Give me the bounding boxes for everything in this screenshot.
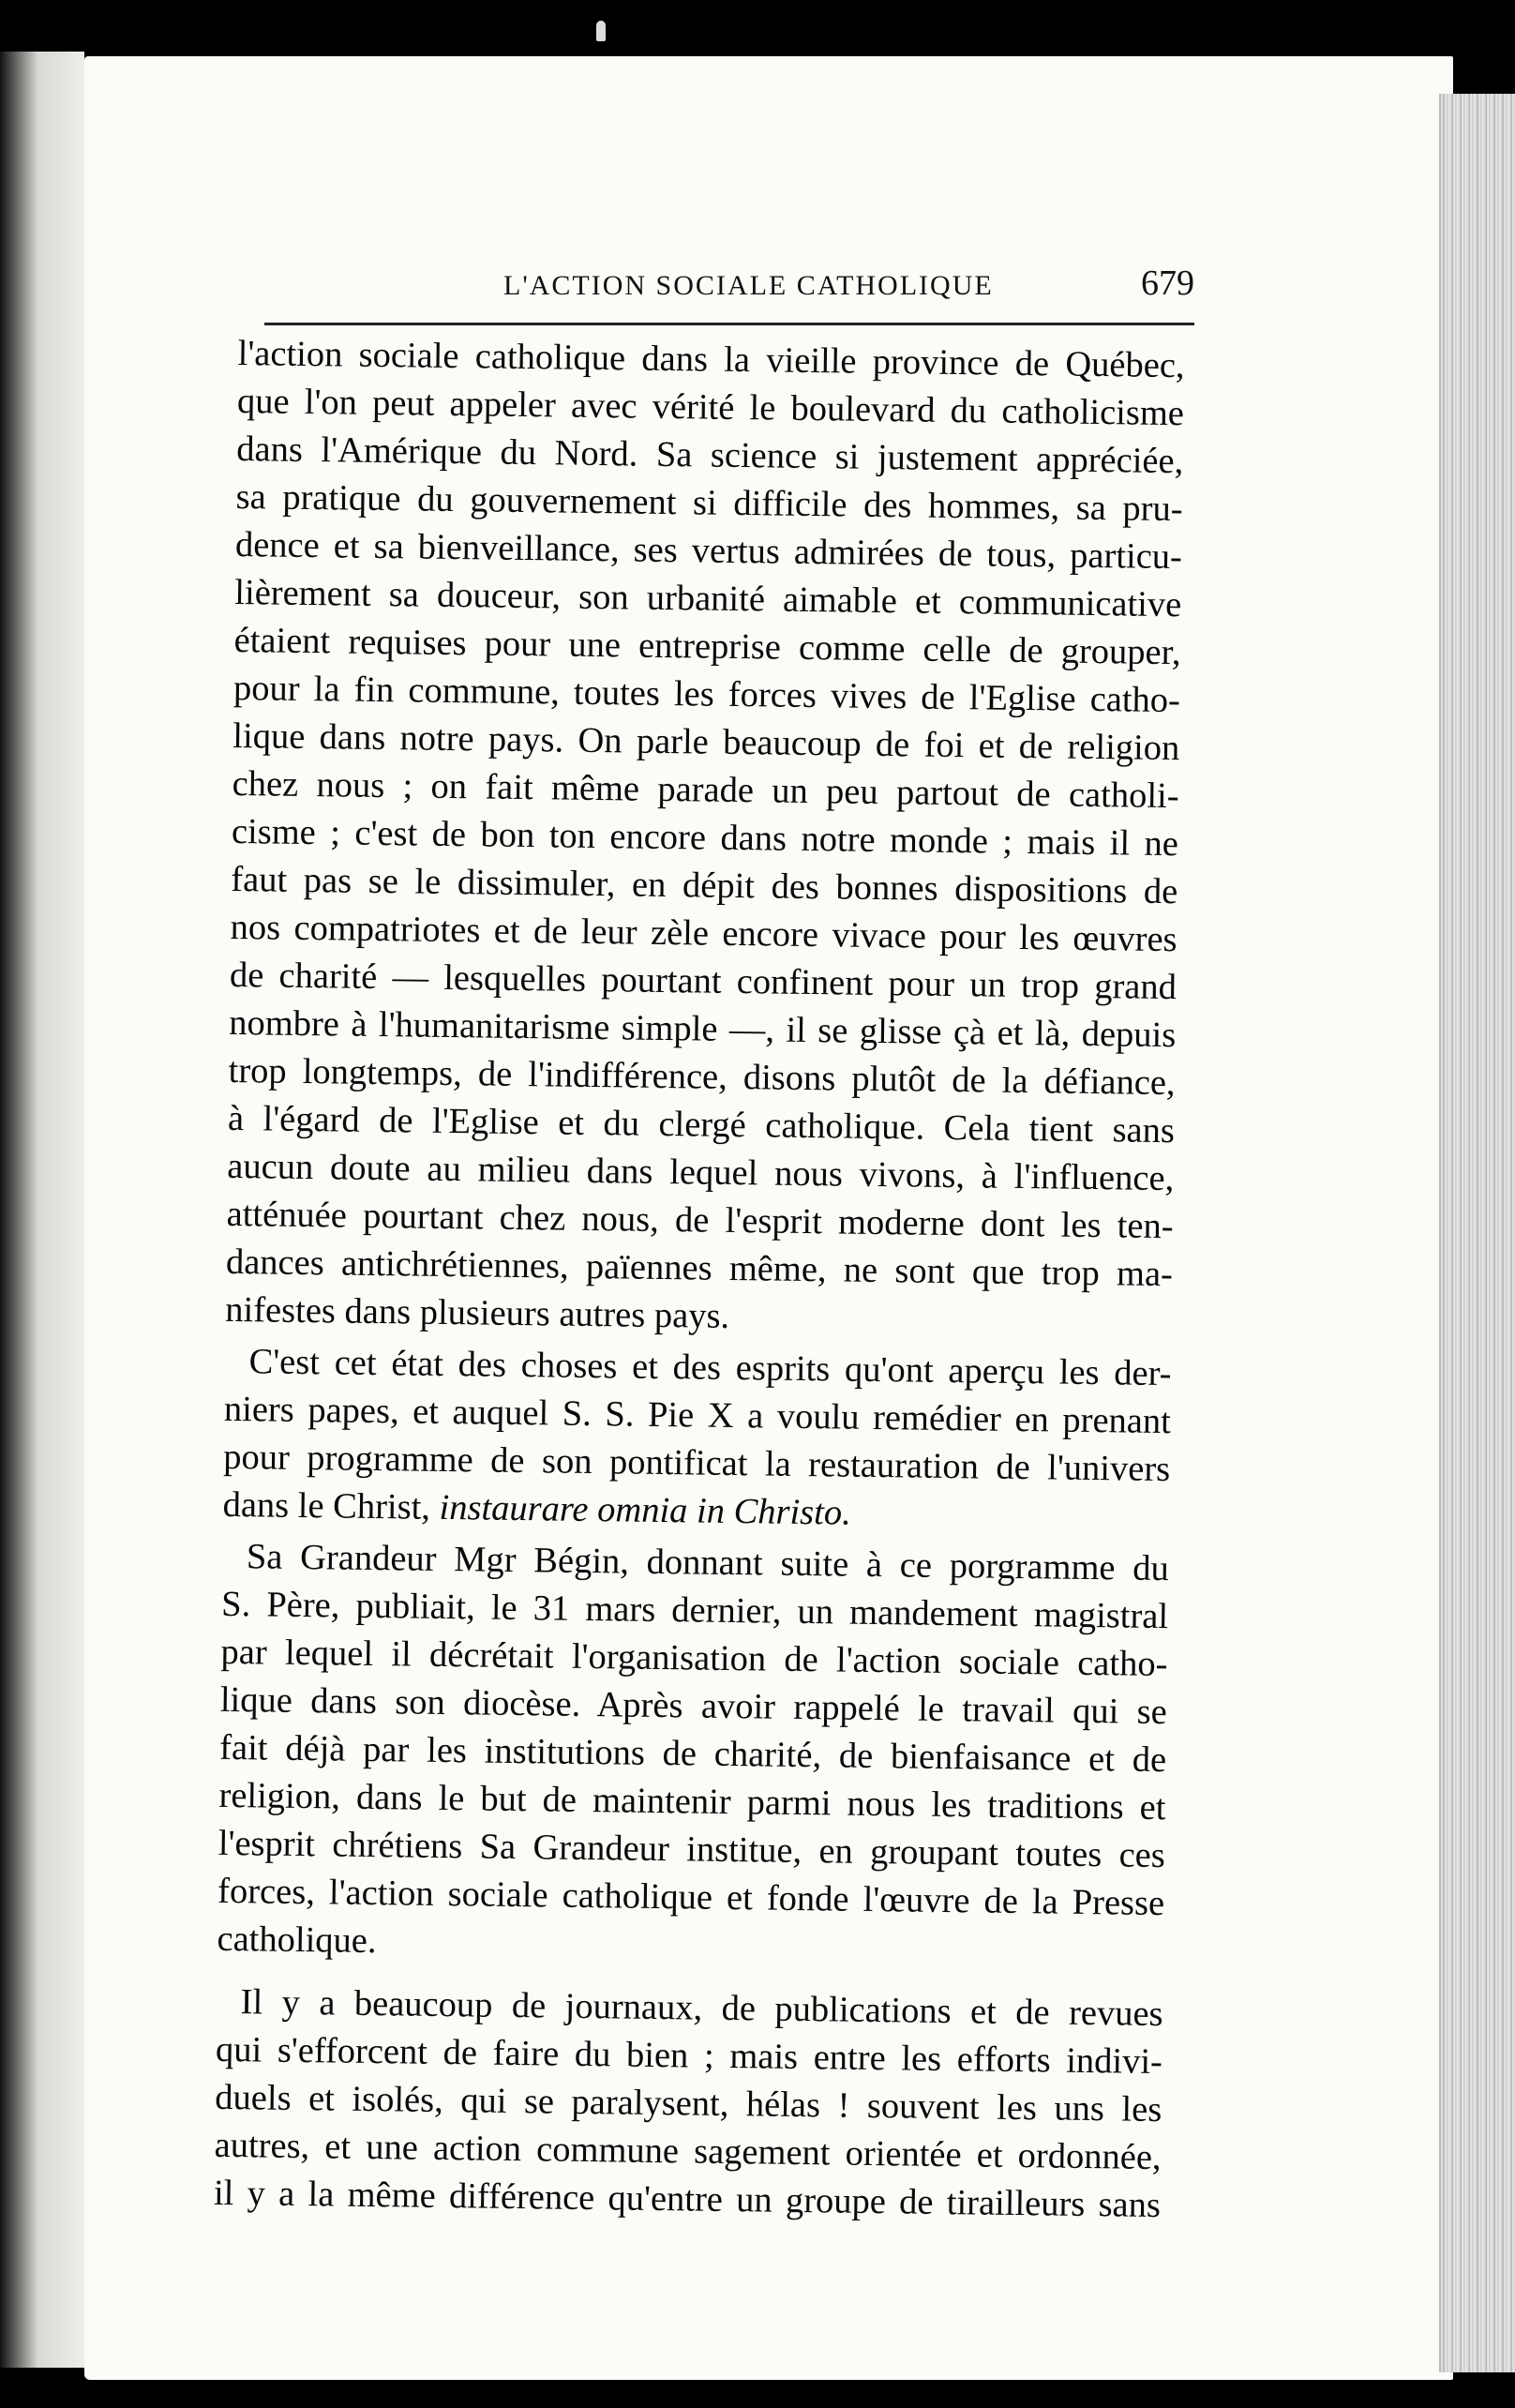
text-line: dances antichrétiennes, païennes même, ne sont que trop ma- (225, 1242, 1174, 1295)
text-fragment: dans le Christ, (222, 1484, 440, 1528)
running-header-title: L'ACTION SOCIALE CATHOLIQUE (503, 270, 994, 301)
text-line: étaient requises pour une entreprise comme celle de grouper, (233, 620, 1181, 673)
text-line: à l'égard de l'Eglise et du clergé catholique. Cela tient sans (227, 1098, 1176, 1151)
text-line: duels et isolés, qui se paralysent, hélas ! souvent les uns les (215, 2077, 1162, 2130)
text-line: qui s'efforcent de faire du bien ; mais entre les efforts indivi- (215, 2029, 1163, 2083)
text-line: lièrement sa douceur, son urbanité aimable et communicative (234, 572, 1182, 625)
text-line: que l'on peut appeler avec vérité le boulevard du catholicisme (236, 381, 1185, 434)
paragraph-1 (225, 330, 1185, 1347)
paragraph-3 (217, 1533, 1169, 1976)
text-line: faut pas se le dissimuler, en dépit des bonnes dispositions de (231, 859, 1178, 912)
text-line: de charité — lesquelles pourtant confinent pour un trop grand (229, 955, 1178, 1008)
text-line: atténuée pourtant chez nous, de l'esprit moderne dont les ten- (226, 1194, 1174, 1247)
top-scan-mark (596, 21, 606, 41)
text-line: lique dans notre pays. On parle beaucoup de foi et de religion (232, 715, 1180, 769)
text-line: Sa Grandeur Mgr Bégin, donnant suite à ce porgramme du (246, 1537, 1170, 1589)
paragraph-4 (214, 1979, 1163, 2230)
text-line: cisme ; c'est de bon ton encore dans notre monde ; mais il ne (231, 811, 1179, 865)
text-line: chez nous ; on fait même parade un peu partout de catholi- (232, 763, 1179, 817)
text-line: l'action sociale catholique dans la vieille province de Québec, (237, 333, 1185, 386)
text-line: trop longtemps, de l'indifférence, disons plutôt de la défiance, (228, 1050, 1176, 1104)
text-line: sa pratique du gouvernement si difficile des hommes, sa pru- (235, 476, 1183, 530)
text-line: il y a la même différence qu'entre un groupe de tirailleurs sans (213, 2173, 1162, 2226)
text-line: dans l'Amérique du Nord. Sa science si justement appréciée, (236, 429, 1184, 482)
page-stack-edges (1439, 94, 1515, 2372)
text-line: nos compatriotes et de leur zèle encore vivace pour les œuvres (230, 907, 1178, 960)
text-line: dence et sa bienveillance, ses vertus admirées de tous, particu- (234, 524, 1183, 578)
text-line: forces, l'action sociale catholique et fonde l'œuvre de la Presse (217, 1871, 1165, 1924)
paragraph-2 (222, 1338, 1172, 1542)
text-line: religion, dans le but de maintenir parmi nous les traditions et (218, 1775, 1166, 1829)
latin-motto: instaurare omnia in Christo. (439, 1487, 852, 1533)
text-line: nombre à l'humanitarisme simple —, il se glisse çà et là, depuis (229, 1002, 1177, 1056)
text-line: C'est cet état des choses et des esprits qu'ont aperçu les der- (248, 1342, 1172, 1394)
facing-page-edge (0, 52, 84, 2368)
text-line: niers papes, et auquel S. S. Pie X a voulu remédier en prenant (223, 1389, 1172, 1442)
text-line: lique dans son diocèse. Après avoir rappelé le travail qui se (219, 1679, 1168, 1733)
text-line: aucun doute au milieu dans lequel nous vivons, à l'influence, (227, 1146, 1175, 1199)
page-number: 679 (1141, 263, 1194, 303)
body-text (214, 330, 1185, 2230)
text-line: S. Père, publiait, le 31 mars dernier, un mandement magistral (220, 1584, 1169, 1637)
running-header (264, 263, 1194, 325)
text-line: Il y a beaucoup de journaux, de publications et de revues (240, 1982, 1163, 2035)
text-line: catholique. (217, 1919, 377, 1962)
text-line: autres, et une action commune sagement orientée et ordonnée, (214, 2125, 1162, 2178)
text-line: par lequel il décrétait l'organisation de l'action sociale catho- (220, 1632, 1168, 1685)
text-line: fait déjà par les institutions de charité, de bienfaisance et de (218, 1727, 1167, 1781)
text-line: pour la fin commune, toutes les forces vives de l'Eglise catho- (232, 668, 1181, 721)
text-line: l'esprit chrétiens Sa Grandeur institue, en groupant toutes ces (218, 1823, 1166, 1876)
text-line: nifestes dans plusieurs autres pays. (225, 1289, 730, 1336)
text-line: pour programme de son pontificat la restauration de l'univers (222, 1437, 1171, 1490)
